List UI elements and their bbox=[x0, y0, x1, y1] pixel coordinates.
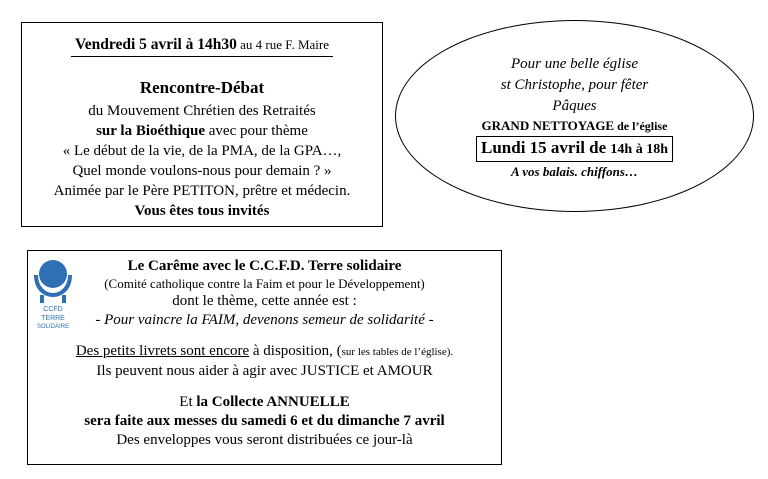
careme-booklets bbox=[28, 342, 501, 362]
logo-text-ccfd: CCFD bbox=[43, 306, 63, 313]
careme-collect-pre: Et bbox=[179, 394, 197, 410]
event-invitation: Vous êtes tous invités bbox=[134, 203, 270, 219]
cleanup-line-3: Pâques bbox=[552, 98, 597, 114]
event-theme-line-1: « Le début de la vie, de la PMA, de la GPA…, bbox=[62, 143, 342, 159]
event-organizer: du Mouvement Chrétien des Retraités bbox=[88, 103, 316, 119]
cleanup-heading bbox=[396, 117, 753, 135]
cleanup-line-2: st Christophe, pour fêter bbox=[500, 77, 649, 93]
careme-subtitle: (Comité catholique contre la Faim et pour le Développement) bbox=[104, 276, 425, 291]
event-topic-line bbox=[22, 121, 382, 141]
cleanup-closing: A vos balais. chiffons… bbox=[511, 164, 638, 179]
cleanup-heading-main: GRAND NETTOYAGE bbox=[481, 118, 615, 133]
careme-envelopes: Des enveloppes vous seront distribuées ce jour-là bbox=[116, 432, 413, 448]
event-address: au 4 rue F. Maire bbox=[236, 37, 330, 52]
careme-booklets-rest: à disposition, ( bbox=[249, 343, 342, 359]
careme-help: Ils peuvent nous aider à agir avec JUSTICE et AMOUR bbox=[96, 363, 433, 379]
cleanup-hours: 14h à 18h bbox=[610, 142, 668, 157]
cleanup-date-box bbox=[476, 136, 673, 162]
cleanup-notice bbox=[395, 20, 754, 212]
careme-collect bbox=[28, 393, 501, 412]
event-theme-line-2: Quel monde voulons-nous pour demain ? » bbox=[72, 163, 332, 179]
cleanup-line-1: Pour une belle église bbox=[510, 56, 639, 72]
careme-booklets-location: sur les tables de l’église). bbox=[341, 346, 454, 358]
careme-theme-intro: dont le thème, cette année est : bbox=[172, 293, 357, 309]
event-host: Animée par le Père PETITON, prêtre et médecin. bbox=[53, 183, 351, 199]
event-topic-rest: avec pour thème bbox=[205, 123, 308, 139]
careme-title: Le Carême avec le C.C.F.D. Terre solidaire bbox=[127, 258, 402, 274]
event-topic: sur la Bioéthique bbox=[96, 123, 206, 139]
careme-notice bbox=[27, 250, 502, 465]
careme-booklets-underlined: Des petits livrets sont encore bbox=[75, 343, 250, 359]
cleanup-date: Lundi 15 avril de bbox=[481, 138, 611, 157]
debate-notice bbox=[21, 22, 383, 227]
cleanup-heading-rest: de l’église bbox=[614, 119, 668, 133]
event-title: Rencontre-Débat bbox=[139, 78, 265, 97]
logo-text-terre: TERRE bbox=[41, 315, 65, 322]
careme-collect-bold: la Collecte ANNUELLE bbox=[196, 394, 350, 410]
logo-text-solidaire: SOLIDAIRE bbox=[36, 324, 70, 330]
event-date-line bbox=[71, 35, 333, 57]
ccfd-logo bbox=[31, 257, 75, 331]
careme-theme: - Pour vaincre la FAIM, devenons semeur de solidarité - bbox=[95, 312, 434, 328]
careme-masses: sera faite aux messes du samedi 6 et du dimanche 7 avril bbox=[84, 413, 445, 429]
event-date: Vendredi 5 avril à 14h30 bbox=[74, 36, 237, 53]
